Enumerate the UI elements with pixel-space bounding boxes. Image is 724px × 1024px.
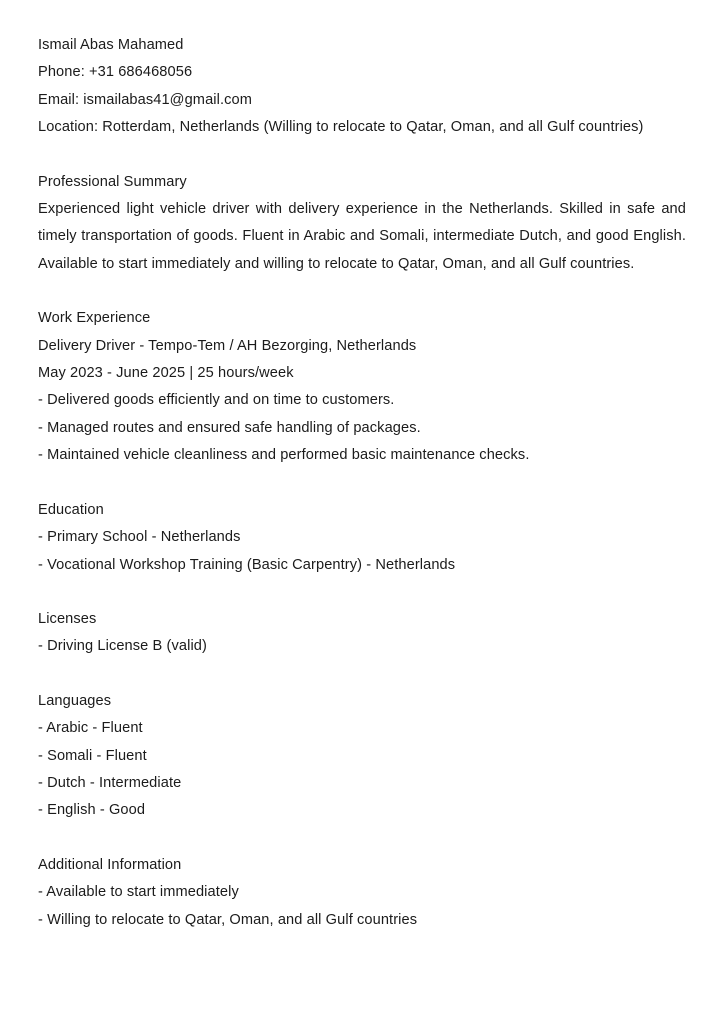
job-bullet: - Maintained vehicle cleanliness and performed basic maintenance checks.: [38, 447, 530, 464]
section-title-professional-summary: Professional Summary: [38, 173, 187, 190]
location-line: Location: Rotterdam, Netherlands (Willing to relocate to Qatar, Oman, and all Gulf countries): [38, 119, 644, 136]
phone-line: Phone: +31 686468056: [38, 64, 193, 81]
language-item: - Somali - Fluent: [38, 747, 147, 764]
job-bullet: - Managed routes and ensured safe handling of packages.: [38, 419, 421, 436]
section-languages: [38, 688, 686, 825]
additional-info-item: - Available to start immediately: [38, 884, 239, 901]
section-additional-information: [38, 852, 686, 934]
job-bullet: - Delivered goods efficiently and on time to customers.: [38, 392, 395, 409]
section-education: [38, 497, 686, 579]
contact-header: [38, 32, 686, 142]
license-item: - Driving License B (valid): [38, 638, 207, 655]
job-title-line: Delivery Driver - Tempo-Tem / AH Bezorging, Netherlands: [38, 337, 417, 354]
language-item: - Dutch - Intermediate: [38, 774, 182, 791]
section-professional-summary: [38, 169, 686, 279]
section-title-additional-information: Additional Information: [38, 856, 182, 873]
candidate-name: Ismail Abas Mahamed: [38, 37, 184, 53]
section-title-licenses: Licenses: [38, 610, 97, 627]
language-item: - English - Good: [38, 802, 146, 819]
section-work-experience: [38, 305, 686, 469]
section-title-work-experience: Work Experience: [38, 310, 151, 327]
section-title-languages: Languages: [38, 692, 112, 709]
email-line: Email: ismailabas41@gmail.com: [38, 91, 252, 108]
education-item: - Primary School - Netherlands: [38, 529, 241, 546]
section-title-education: Education: [38, 501, 104, 518]
professional-summary-paragraph: Experienced light vehicle driver with delivery experience in the Netherlands. Skilled in safe and timely transportation of goods. Fluent in Arabic and Somali, intermediate Dutch, and good English. Available to start immediately and willing to relocate to Qatar, Oman, and all Gulf countries.: [38, 201, 686, 272]
section-licenses: [38, 606, 686, 661]
job-dates-line: May 2023 - June 2025 | 25 hours/week: [38, 365, 294, 382]
additional-info-item: - Willing to relocate to Qatar, Oman, and all Gulf countries: [38, 911, 418, 928]
education-item: - Vocational Workshop Training (Basic Carpentry) - Netherlands: [38, 556, 456, 573]
language-item: - Arabic - Fluent: [38, 720, 143, 737]
